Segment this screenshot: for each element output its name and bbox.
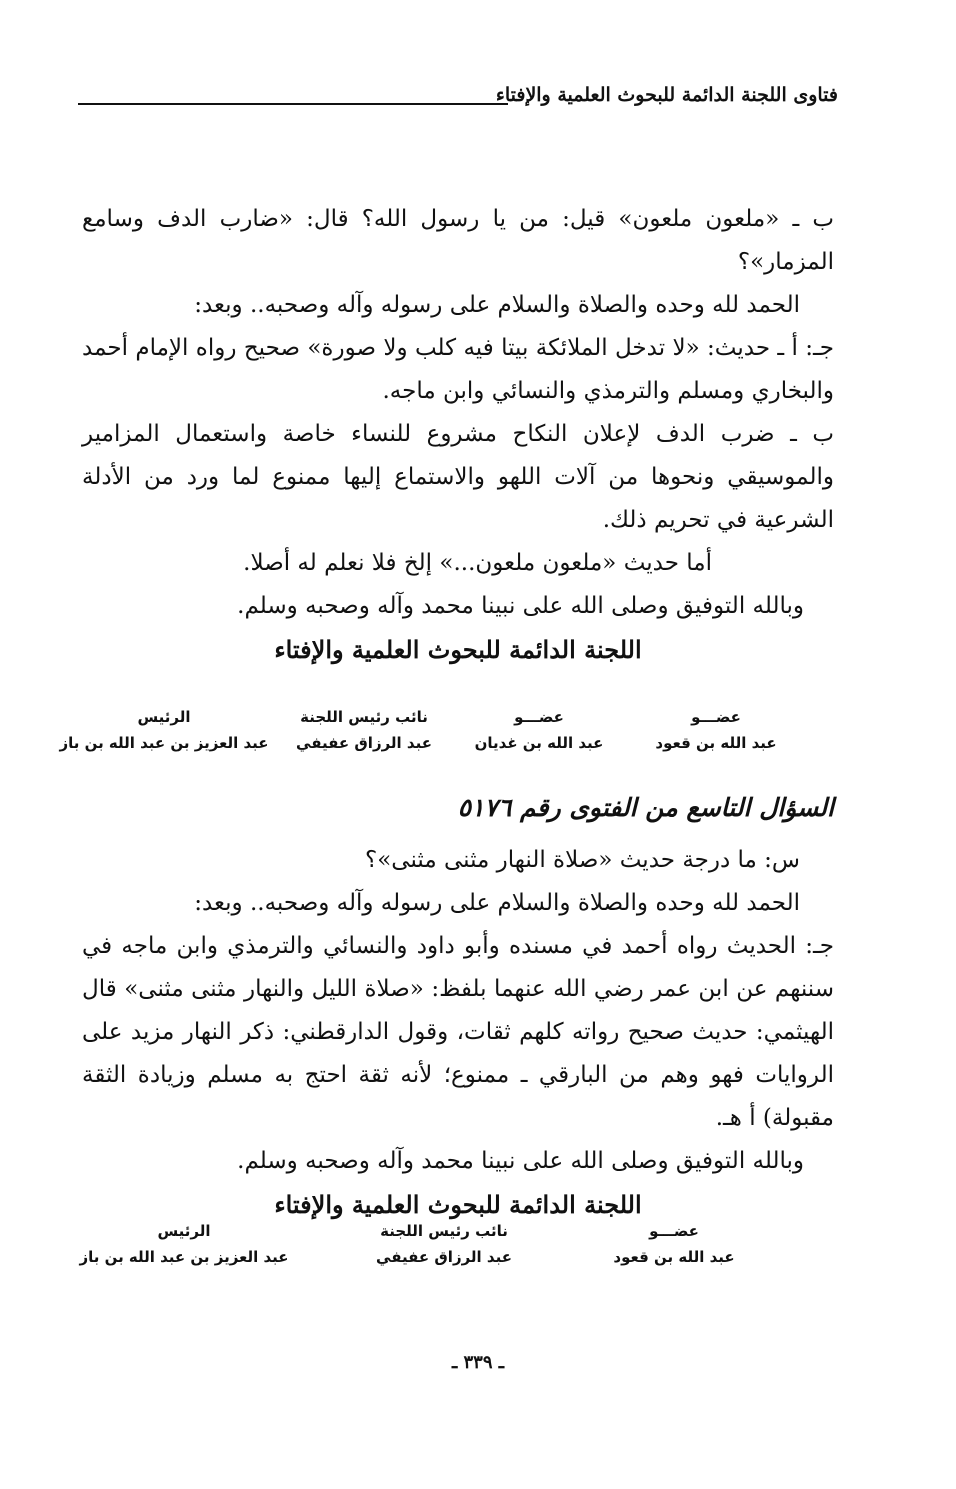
signature-vice-president xyxy=(284,704,444,756)
signature-role: الرئيس xyxy=(137,708,191,726)
signature-member xyxy=(604,1218,744,1270)
fatwa-2-question: س: ما درجة حديث «صلاة النهار مثنى مثنى»؟ xyxy=(365,847,800,873)
signature-name: عبد العزيز بن عبد الله بن باز xyxy=(79,1248,289,1266)
signature-member xyxy=(646,704,786,756)
signature-name: عبد الرزاق عفيفي xyxy=(376,1248,512,1266)
signature-role: الرئيس xyxy=(157,1222,211,1240)
signature-role: عضـــو xyxy=(514,708,564,726)
signatures-2 xyxy=(74,1218,834,1278)
page-number: ـ ٣٣٩ ـ xyxy=(451,1352,505,1373)
signature-role: نائب رئيس اللجنة xyxy=(380,1222,508,1240)
fatwa-2-heading: السؤال التاسع من الفتوى رقم ٥١٧٦ xyxy=(457,793,834,822)
fatwa-2-closing: وبالله التوفيق وصلى الله على نبينا محمد وآله وصحبه وسلم. xyxy=(237,1148,804,1174)
signature-name: عبد الله بن قعود xyxy=(655,734,777,752)
signature-role: نائب رئيس اللجنة xyxy=(300,708,428,726)
fatwa-2-body xyxy=(82,839,834,1226)
signature-role: عضـــو xyxy=(649,1222,699,1240)
fatwa-2-answer: جـ: الحديث رواه أحمد في مسنده وأبو داود والنسائي والترمذي وابن ماجه في سننهم عن ابن عمر رضي الله عنهما بلفظ: «صلاة الليل والنهار مثنى مثنى» قال الهيثمي: حديث صحيح رواته كلهم ثقات، وقول الدارقطني: ذكر النهار مزيد على الروايات فهو وهم من البارقي ـ ممنوع؛ لأنه ثقة احتج به مسلم وزيادة الثقة مقبولة) أ هـ. xyxy=(82,933,834,1131)
signature-role: عضـــو xyxy=(691,708,741,726)
fatwa-1-committee: اللجنة الدائمة للبحوث العلمية والإفتاء xyxy=(274,635,642,664)
fatwa-1-answer-a: جـ: أ ـ حديث: «لا تدخل الملائكة بيتا فيه كلب ولا صورة» صحيح رواه الإمام أحمد والبخاري ومسلم والترمذي والنسائي وابن ماجه. xyxy=(82,335,834,404)
signatures-1 xyxy=(59,704,834,764)
fatwa-1-body xyxy=(82,198,834,671)
fatwa-1-question-b: ب ـ «ملعون ملعون» قيل: من يا رسول الله؟ قال: «ضارب الدف وسامع المزمار»؟ xyxy=(82,206,834,275)
running-header xyxy=(78,84,838,120)
running-title: فتاوى اللجنة الدائمة للبحوث العلمية والإفتاء xyxy=(495,84,838,106)
header-rule xyxy=(78,103,508,105)
fatwa-1-closing: وبالله التوفيق وصلى الله على نبينا محمد وآله وصحبه وسلم. xyxy=(237,593,804,619)
signature-name: عبد الرزاق عفيفي xyxy=(296,734,432,752)
signature-name: عبد الله بن غديان xyxy=(474,734,604,752)
signature-name: عبد الله بن قعود xyxy=(613,1248,735,1266)
fatwa-1-praise: الحمد لله وحده والصلاة والسلام على رسوله وآله وصحبه.. وبعد: xyxy=(194,292,800,318)
fatwa-2-praise: الحمد لله وحده والصلاة والسلام على رسوله وآله وصحبه.. وبعد: xyxy=(194,890,800,916)
fatwa-2-committee: اللجنة الدائمة للبحوث العلمية والإفتاء xyxy=(274,1190,642,1219)
signature-member xyxy=(464,704,614,756)
fatwa-1-answer-b: ب ـ ضرب الدف لإعلان النكاح مشروع للنساء خاصة واستعمال المزامير والموسيقي ونحوها من آلات اللهو والاستماع إليها ممنوع لما ورد من الأدلة الشرعية في تحريم ذلك. xyxy=(82,421,834,533)
signature-president xyxy=(74,1218,294,1270)
fatwa-1-hadith-note: أما حديث «ملعون ملعون...» إلخ فلا نعلم له أصلا. xyxy=(243,550,712,576)
signature-president xyxy=(54,704,274,756)
signature-vice-president xyxy=(364,1218,524,1270)
signature-name: عبد العزيز بن عبد الله بن باز xyxy=(59,734,269,752)
